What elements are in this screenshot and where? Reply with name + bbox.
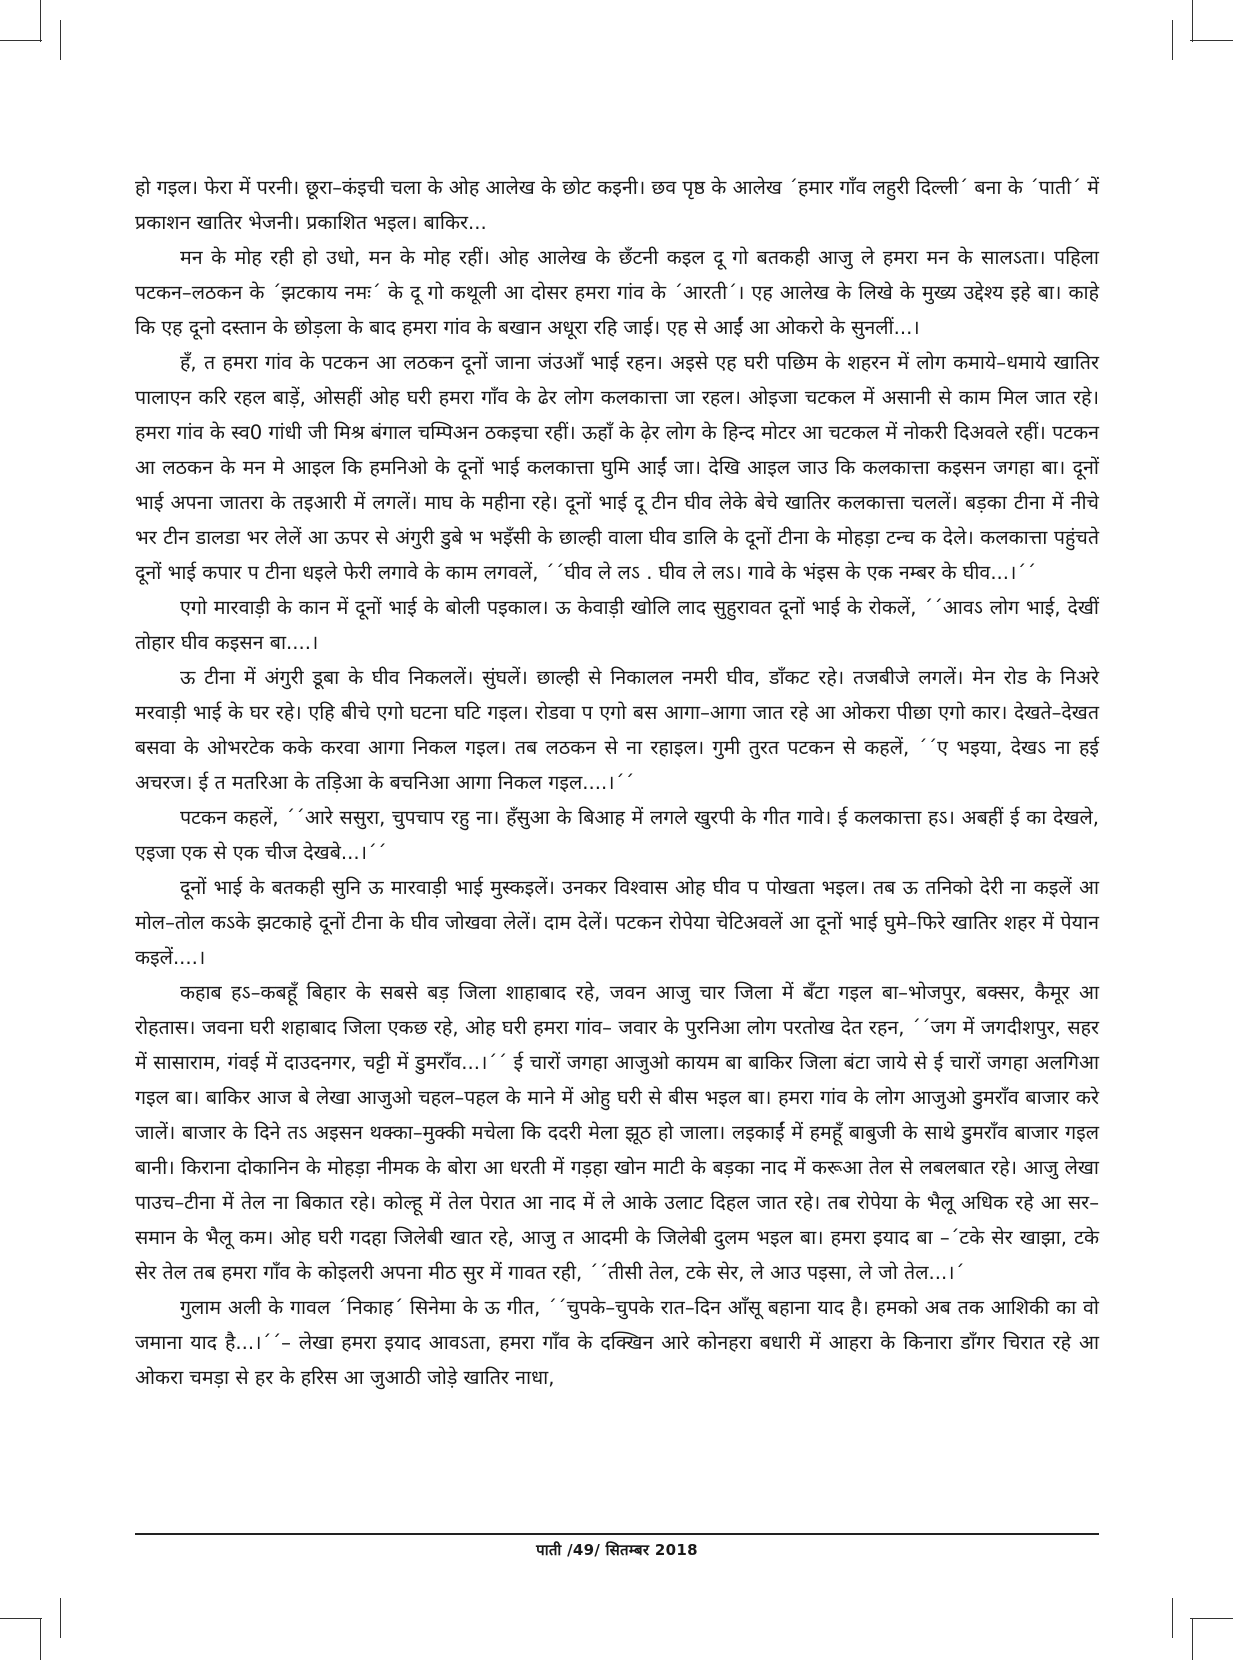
paragraph: पटकन कहलें, ´´आरे ससुरा, चुपचाप रहु ना। हँसुआ के बिआह में लगले खुरपी के गीत गावे। ई कलकात्ता हऽ। अबहीं ई का देखले, एइजा एक से एक चीज देखबे...।´´ <box>135 806 1099 864</box>
crop-mark-bottom-right-v1 <box>1192 1618 1193 1660</box>
crop-mark-top-right-v2 <box>1172 20 1173 60</box>
paragraph: एगो मारवाड़ी के कान में दूनों भाई के बोली पइकाल। ऊ केवाड़ी खोलि लाद सुहुरावत दूनों भाई के रोकलें, ´´आवऽ लोग भाई, देखीं तोहार घीव कइसन बा....। <box>135 596 1099 654</box>
crop-mark-top-left-h <box>0 40 42 41</box>
crop-mark-top-right-h <box>1190 40 1233 41</box>
footer-divider <box>135 1533 1099 1535</box>
crop-mark-bottom-left-v1 <box>40 1618 41 1660</box>
crop-mark-bottom-right-v2 <box>1172 1598 1173 1638</box>
crop-mark-bottom-right-h <box>1190 1618 1233 1619</box>
paragraph: कहाब हऽ–कबहूँ बिहार के सबसे बड़ जिला शाहाबाद रहे, जवन आजु चार जिला में बँटा गइल बा–भोजपुर, बक्सर, कैमूर आ रोहतास। जवना घरी शहाबाद जिला एकछ रहे, ओह घरी हमरा गांव– जवार के पुरनिआ लोग परतोख देत रहन, ´´जग में जगदीशपुर, सहर में सासाराम, गंवई में दाउदनगर, चट्टी में डुमराँव...।´´ ई चारों जगहा आजुओ कायम बा बाकिर जिला बंटा जाये से ई चारों जगहा अलगिआ गइल बा। बाकिर आज बे लेखा आजुओ चहल–पहल के माने में ओहु घरी से बीस भइल बा। हमरा गांव के लोग आजुओ डुमराँव बाजार करे जालें। बाजार के दिने तऽ अइसन थक्का–मुक्की मचेला कि ददरी मेला झूठ हो जाला। लइकाईं में हमहूँ बाबुजी के साथे डुमराँव बाजार गइल बानी। किराना दोकानिन के मोहड़ा नीमक के बोरा आ धरती में गड़हा खोन माटी के बड़का नाद में करूआ तेल से लबलबात रहे। आजु लेखा पाउच–टीना में तेल ना बिकात रहे। कोल्हू में तेल पेरात आ नाद में ले आके उलाट दिहल जात रहे। तब रोपेया के भैलू अधिक रहे आ सर–समान के भैलू कम। ओह घरी गदहा जिलेबी खात रहे, आजु त आदमी के जिलेबी दुलम भइल बा। हमरा इयाद बा –´टके सेर खाझा, टके सेर तेल तब हमरा गाँव के कोइलरी अपना मीठ सुर में गावत रही, ´´तीसी तेल, टके सेर, ले आउ पइसा, ले जो तेल...।´ <box>135 981 1099 1284</box>
article-body <box>135 170 1099 1395</box>
crop-mark-top-right-v1 <box>1192 0 1193 42</box>
paragraph: गुलाम अली के गावल ´निकाह´ सिनेमा के ऊ गीत, ´´चुपके–चुपके रात–दिन आँसू बहाना याद है। हमको अब तक आशिकी का वो जमाना याद है...।´´– लेखा हमरा इयाद आवऽता, हमरा गाँव के दक्खिन आरे कोनहरा बधारी में आहरा के किनारा डाँगर चिरात रहे आ ओकरा चमड़ा से हर के हरिस आ जुआठी जोड़े खातिर नाधा, <box>135 1296 1099 1389</box>
crop-mark-top-left-v1 <box>40 0 41 42</box>
page-footer: पाती /49/ सितम्बर 2018 <box>536 1541 698 1559</box>
crop-mark-bottom-left-h <box>0 1618 42 1619</box>
paragraph: दूनों भाई के बतकही सुनि ऊ मारवाड़ी भाई मुस्कइलें। उनकर विश्वास ओह घीव प पोखता भइल। तब ऊ तनिको देरी ना कइलें आ मोल–तोल कऽके झटकाहे दूनों टीना के घीव जोखवा लेलें। दाम देलें। पटकन रोपेया चेटिअवलें आ दूनों भाई घुमे–फिरे खातिर शहर में पेयान कइलें....। <box>135 876 1099 969</box>
paragraph: हँ, त हमरा गांव के पटकन आ लठकन दूनों जाना जंउआँ भाई रहन। अइसे एह घरी पछिम के शहरन में लोग कमाये–धमाये खातिर पालाएन करि रहल बाड़ें, ओसहीं ओह घरी हमरा गाँव के ढेर लोग कलकात्ता जा रहल। ओइजा चटकल में असानी से काम मिल जात रहे। हमरा गांव के स्व0 गांधी जी मिश्र बंगाल चम्पिअन ठकइचा रहीं। ऊहाँ के ढ़ेर लोग के हिन्द मोटर आ चटकल में नोकरी दिअवले रहीं। पटकन आ लठकन के मन मे आइल कि हमनिओ के दूनों भाई कलकात्ता घुमि आईं जा। देखि आइल जाउ कि कलकात्ता कइसन जगहा बा। दूनों भाई अपना जातरा के तइआरी में लगलें। माघ के महीना रहे। दूनों भाई दू टीन घीव लेके बेचे खातिर कलकात्ता चललें। बड़का टीना में नीचे भर टीन डालडा भर लेलें आ ऊपर से अंगुरी डुबे भ भइँसी के छाल्ही वाला घीव डालि के दूनों टीना के मोहड़ा टन्च क देले। कलकात्ता पहुंचते दूनों भाई कपार प टीना धइले फेरी लगावे के काम लगवलें, ´´घीव ले लऽ . घीव ले लऽ। गावे के भंइस के एक नम्बर के घीव...।´´ <box>135 351 1099 584</box>
crop-mark-bottom-left-v2 <box>60 1598 61 1638</box>
crop-mark-top-left-v2 <box>60 20 61 60</box>
paragraph: मन के मोह रही हो उधो, मन के मोह रहीं। ओह आलेख के छँटनी कइल दू गो बतकही आजु ले हमरा मन के सालऽता। पहिला पटकन–लठकन के ´झटकाय नमः´ के दू गो कथूली आ दोसर हमरा गांव के ´आरती´। एह आलेख के लिखे के मुख्य उद्देश्य इहे बा। काहे कि एह दूनो दस्तान के छोड़ला के बाद हमरा गांव के बखान अधूरा रहि जाई। एह से आईं आ ओकरो के सुनलीं...। <box>135 246 1099 339</box>
paragraph: ऊ टीना में अंगुरी डूबा के घीव निकललें। सुंघलें। छाल्ही से निकालल नमरी घीव, डाँकट रहे। तजबीजे लगलें। मेन रोड के निअरे मरवाड़ी भाई के घर रहे। एहि बीचे एगो घटना घटि गइल। रोडवा प एगो बस आगा–आगा जात रहे आ ओकरा पीछा एगो कार। देखते–देखत बसवा के ओभरटेक कके करवा आगा निकल गइल। तब लठकन से ना रहाइल। गुमी तुरत पटकन से कहलें, ´´ए भइया, देखऽ ना हई अचरज। ई त मतरिआ के तड़िआ के बचनिआ आगा निकल गइल....।´´ <box>135 666 1099 794</box>
paragraph: हो गइल। फेरा में परनी। छूरा–कंइची चला के ओह आलेख के छोट कइनी। छव पृष्ठ के आलेख ´हमार गाँव लहुरी दिल्ली´ बना के ´पाती´ में प्रकाशन खातिर भेजनी। प्रकाशित भइल। बाकिर... <box>135 176 1099 234</box>
